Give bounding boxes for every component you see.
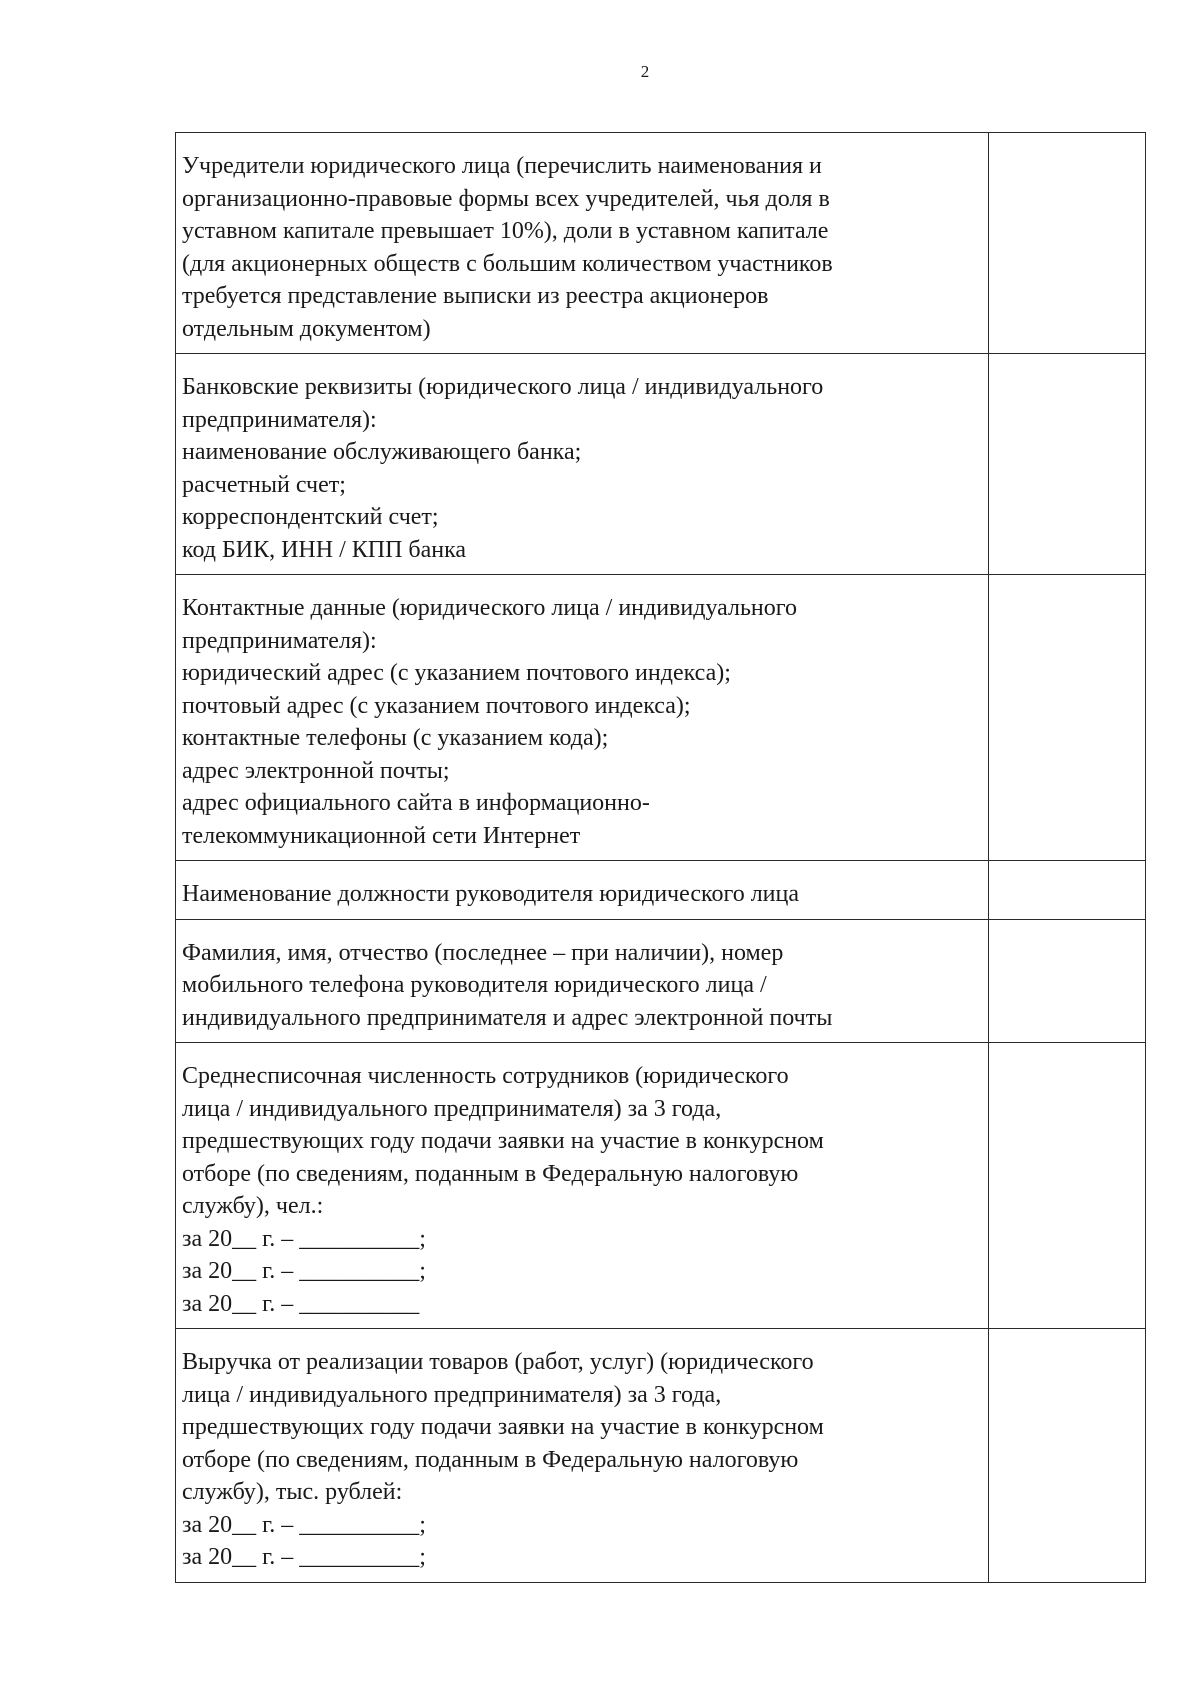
row-label-line: предшествующих году подачи заявки на участие в конкурсном bbox=[182, 1128, 824, 1154]
row-label-line: адрес официального сайта в информационно- bbox=[182, 790, 650, 816]
row-value-cell[interactable] bbox=[989, 354, 1146, 575]
row-label-line: код БИК, ИНН / КПП банка bbox=[182, 536, 467, 563]
row-label-line: лица / индивидуального предпринимателя) за 3 года, bbox=[182, 1095, 722, 1122]
average-headcount-row bbox=[176, 1043, 1146, 1329]
row-label-line: корреспондентский счет; bbox=[182, 504, 439, 530]
application-form-table bbox=[175, 132, 1146, 1583]
row-label-cell bbox=[176, 861, 989, 920]
row-label-line: службу), чел.: bbox=[182, 1193, 324, 1219]
row-label-cell bbox=[176, 1329, 989, 1583]
row-label-cell bbox=[176, 354, 989, 575]
row-label-line: за 20__ г. – __________; bbox=[182, 1511, 426, 1538]
row-label-line: за 20__ г. – __________; bbox=[182, 1225, 426, 1252]
row-label-line: отборе (по сведениям, поданным в Федеральную налоговую bbox=[182, 1160, 799, 1187]
row-label-line: почтовый адрес (с указанием почтового индекса); bbox=[182, 692, 691, 719]
row-label-line: предшествующих году подачи заявки на участие в конкурсном bbox=[182, 1414, 824, 1440]
row-label-line: отдельным документом) bbox=[182, 315, 431, 342]
head-contacts-row bbox=[176, 919, 1146, 1043]
row-label-cell bbox=[176, 575, 989, 861]
row-label-line: Фамилия, имя, отчество (последнее – при наличии), номер bbox=[182, 939, 784, 966]
row-label-cell bbox=[176, 919, 989, 1043]
row-label-line: предпринимателя): bbox=[182, 406, 377, 433]
row-label-line: контактные телефоны (с указанием кода); bbox=[182, 725, 609, 751]
bank-details-row bbox=[176, 354, 1146, 575]
contact-details-row bbox=[176, 575, 1146, 861]
row-label-line: расчетный счет; bbox=[182, 471, 346, 498]
row-label-cell bbox=[176, 133, 989, 354]
page-number: 2 bbox=[640, 62, 650, 81]
row-label-line: телекоммуникационной сети Интернет bbox=[182, 822, 581, 849]
row-label-line: Банковские реквизиты (юридического лица / индивидуального bbox=[182, 374, 824, 400]
row-label-line: наименование обслуживающего банка; bbox=[182, 439, 582, 465]
row-label-line: предпринимателя): bbox=[182, 627, 377, 654]
row-label-line: за 20__ г. – __________; bbox=[182, 1544, 426, 1570]
form-table-body bbox=[176, 133, 1146, 1583]
row-label-line: службу), тыс. рублей: bbox=[182, 1479, 403, 1505]
row-label-line: за 20__ г. – __________; bbox=[182, 1258, 426, 1284]
row-value-cell[interactable] bbox=[989, 1329, 1146, 1583]
row-label-line: организационно-правовые формы всех учредителей, чья доля в bbox=[182, 185, 830, 212]
row-label-line: адрес электронной почты; bbox=[182, 757, 450, 784]
row-label-line: требуется представление выписки из реестра акционеров bbox=[182, 283, 769, 309]
row-value-cell[interactable] bbox=[989, 861, 1146, 920]
row-label-line: (для акционерных обществ с большим количеством участников bbox=[182, 250, 833, 277]
row-label-line: за 20__ г. – __________ bbox=[182, 1290, 420, 1317]
row-label-line: индивидуального предпринимателя и адрес электронной почты bbox=[182, 1004, 833, 1031]
row-label-line: Выручка от реализации товаров (работ, услуг) (юридического bbox=[182, 1349, 814, 1375]
founders-row bbox=[176, 133, 1146, 354]
row-label-line: Наименование должности руководителя юридического лица bbox=[182, 881, 800, 907]
row-label-line: Учредители юридического лица (перечислить наименования и bbox=[182, 153, 822, 179]
row-label-line: уставном капитале превышает 10%), доли в уставном капитале bbox=[182, 218, 829, 244]
head-position-row bbox=[176, 861, 1146, 920]
row-value-cell[interactable] bbox=[989, 919, 1146, 1043]
row-label-line: юридический адрес (с указанием почтового индекса); bbox=[182, 660, 731, 686]
row-value-cell[interactable] bbox=[989, 133, 1146, 354]
row-label-line: отборе (по сведениям, поданным в Федеральную налоговую bbox=[182, 1446, 799, 1473]
row-label-line: Контактные данные (юридического лица / индивидуального bbox=[182, 595, 798, 621]
row-value-cell[interactable] bbox=[989, 575, 1146, 861]
row-label-line: Среднесписочная численность сотрудников (юридического bbox=[182, 1063, 789, 1089]
row-value-cell[interactable] bbox=[989, 1043, 1146, 1329]
row-label-line: лица / индивидуального предпринимателя) за 3 года, bbox=[182, 1381, 722, 1408]
row-label-line: мобильного телефона руководителя юридического лица / bbox=[182, 972, 767, 998]
row-label-cell bbox=[176, 1043, 989, 1329]
revenue-row bbox=[176, 1329, 1146, 1583]
